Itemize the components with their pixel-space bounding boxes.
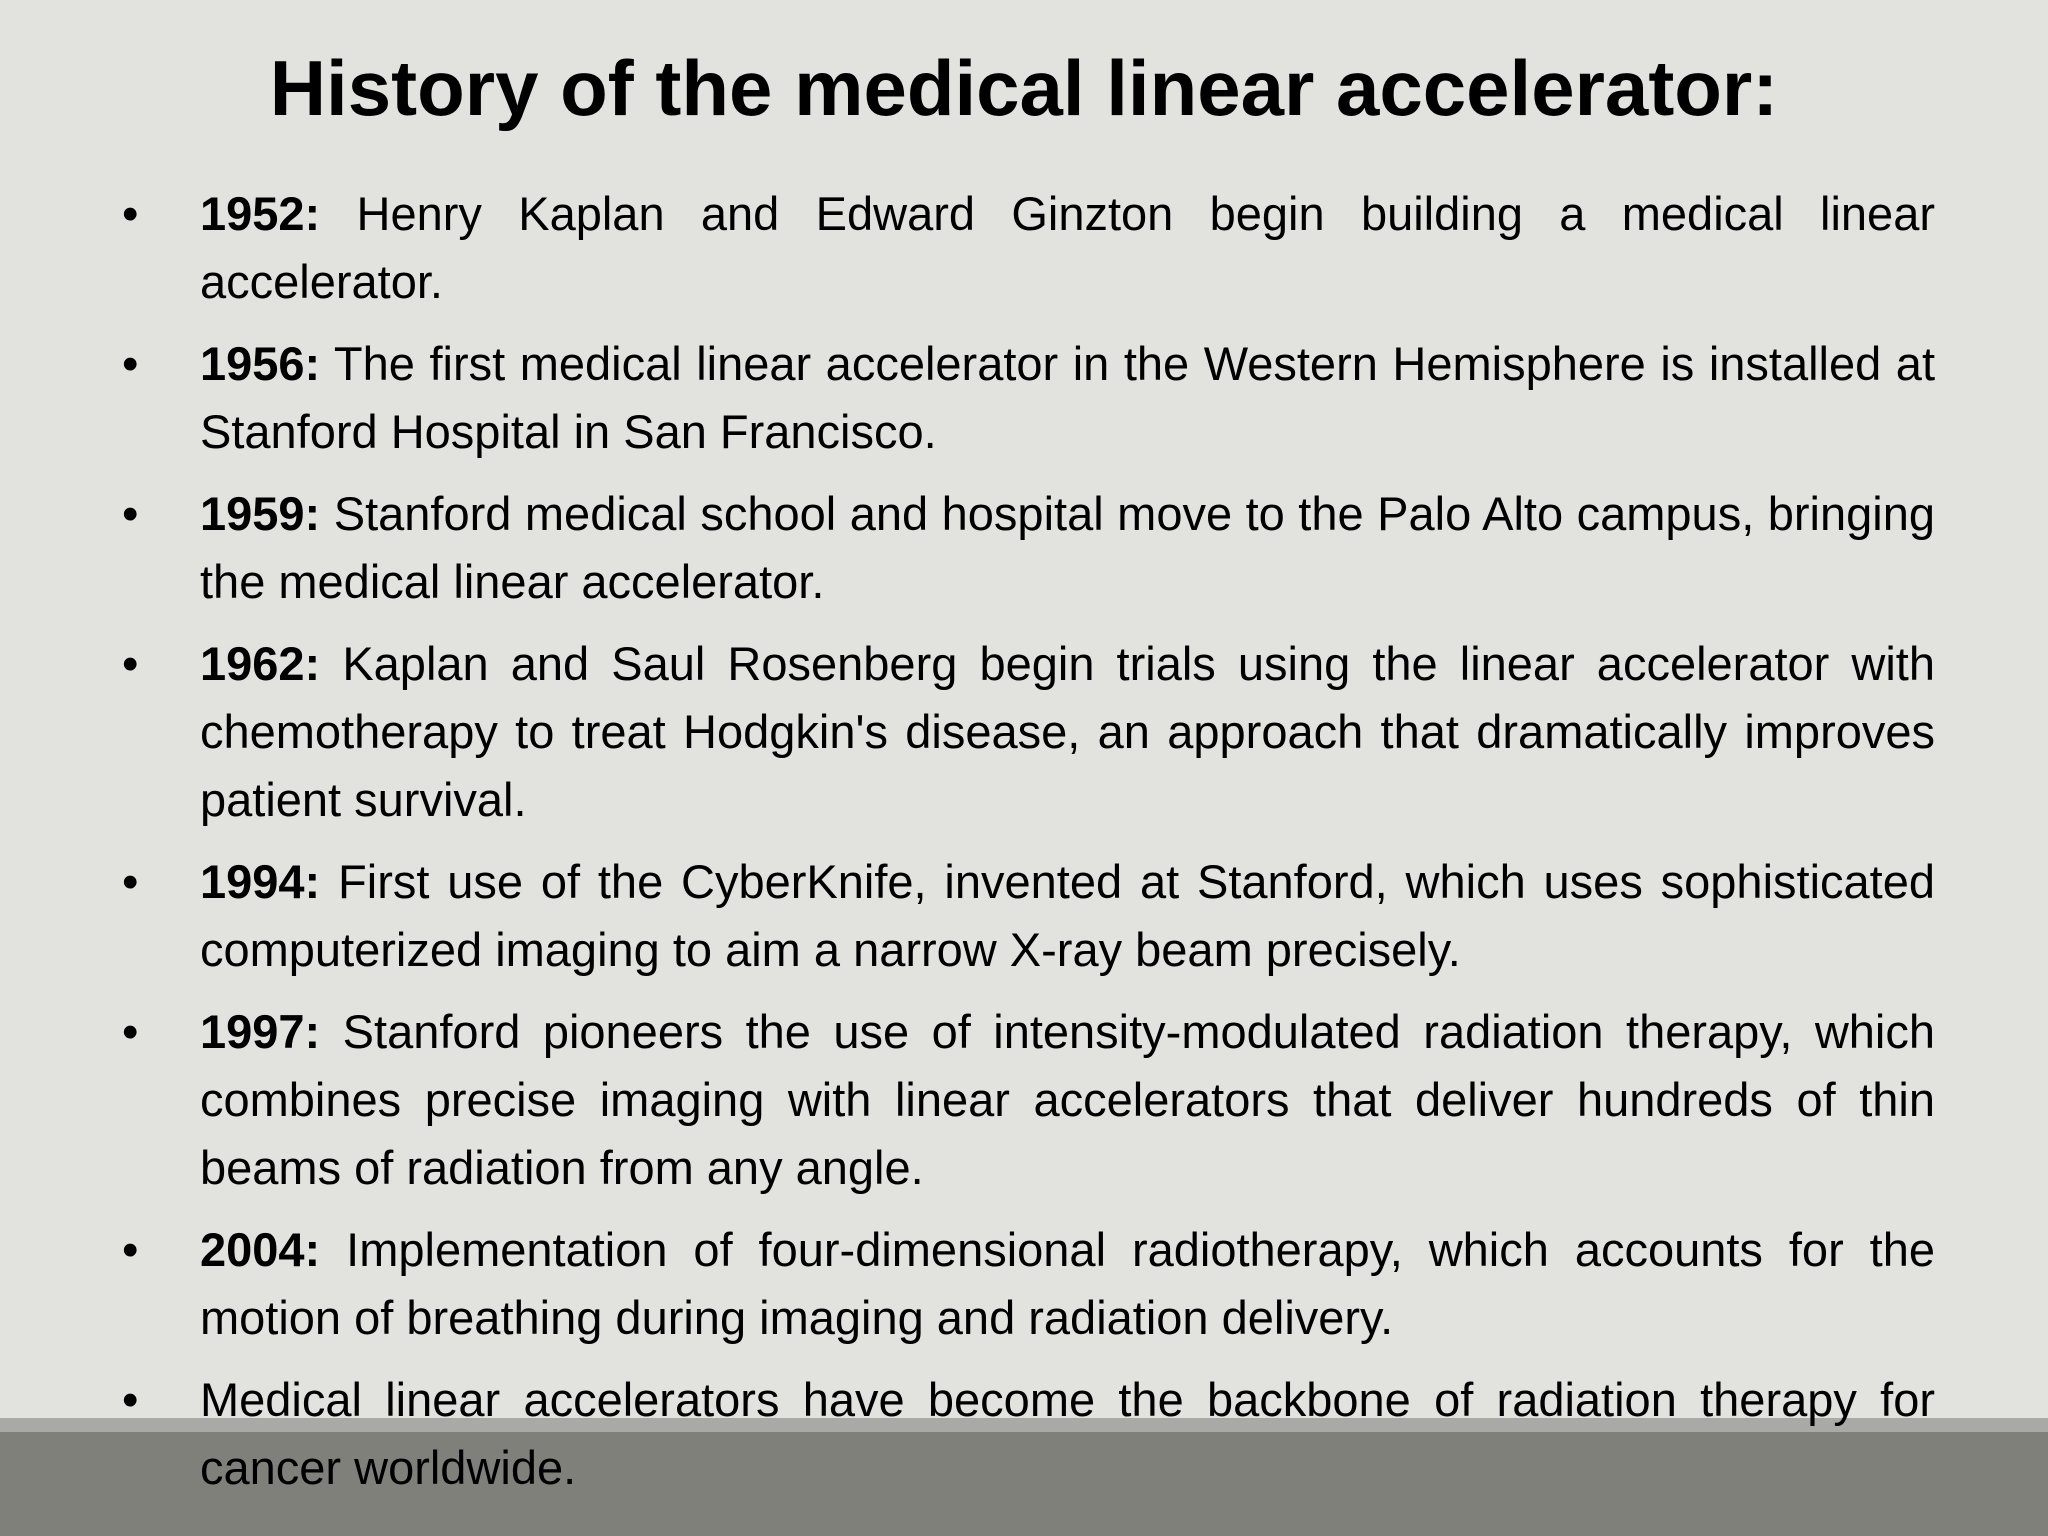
- bullet-year: 1994:: [200, 855, 321, 908]
- bullet-item-2004: [120, 1216, 1935, 1352]
- slide-title: History of the medical linear accelerator:: [269, 44, 1779, 132]
- bullet-text: Medical linear accelerators have become the backbone of radiation therapy for cancer worldwide.: [200, 1373, 1935, 1494]
- bullet-list: [120, 180, 1935, 1516]
- bullet-year: 1956:: [200, 337, 321, 390]
- bullet-item-1994: [120, 848, 1935, 984]
- bullet-item-1962: [120, 630, 1935, 834]
- bullet-dot-icon: •: [122, 1005, 139, 1058]
- bullet-year: 1962:: [200, 637, 321, 690]
- bullet-item-summary: [120, 1366, 1935, 1502]
- bullet-item-1959: [120, 480, 1935, 616]
- bullet-text: First use of the CyberKnife, invented at Stanford, which uses sophisticated computerized imaging to aim a narrow X-ray beam precisely.: [200, 855, 1935, 976]
- bullet-text: The first medical linear accelerator in the Western Hemisphere is installed at Stanford Hospital in San Francisco.: [200, 337, 1935, 458]
- bullet-text: Implementation of four-dimensional radiotherapy, which accounts for the motion of breathing during imaging and radiation delivery.: [200, 1223, 1935, 1344]
- bullet-year: 1959:: [200, 487, 321, 540]
- bullet-year: 1997:: [200, 1005, 321, 1058]
- bullet-dot-icon: •: [122, 1373, 139, 1426]
- bullet-item-1997: [120, 998, 1935, 1202]
- bullet-dot-icon: •: [122, 187, 139, 240]
- bullet-dot-icon: •: [122, 337, 139, 390]
- bullet-dot-icon: •: [122, 1223, 139, 1276]
- bullet-item-1956: [120, 330, 1935, 466]
- bullet-year: 1952:: [200, 187, 321, 240]
- bullet-text: Stanford medical school and hospital move to the Palo Alto campus, bringing the medical linear accelerator.: [200, 487, 1935, 608]
- bullet-dot-icon: •: [122, 855, 139, 908]
- bullet-text: Kaplan and Saul Rosenberg begin trials using the linear accelerator with chemotherapy to treat Hodgkin's disease, an approach that dramatically improves patient survival.: [200, 637, 1935, 826]
- bullet-year: 2004:: [200, 1223, 321, 1276]
- bullet-dot-icon: •: [122, 487, 139, 540]
- bullet-dot-icon: •: [122, 637, 139, 690]
- bullet-text: Stanford pioneers the use of intensity-modulated radiation therapy, which combines precise imaging with linear accelerators that deliver hundreds of thin beams of radiation from any angle.: [200, 1005, 1935, 1194]
- bullet-text: Henry Kaplan and Edward Ginzton begin building a medical linear accelerator.: [200, 187, 1935, 308]
- bullet-item-1952: [120, 180, 1935, 316]
